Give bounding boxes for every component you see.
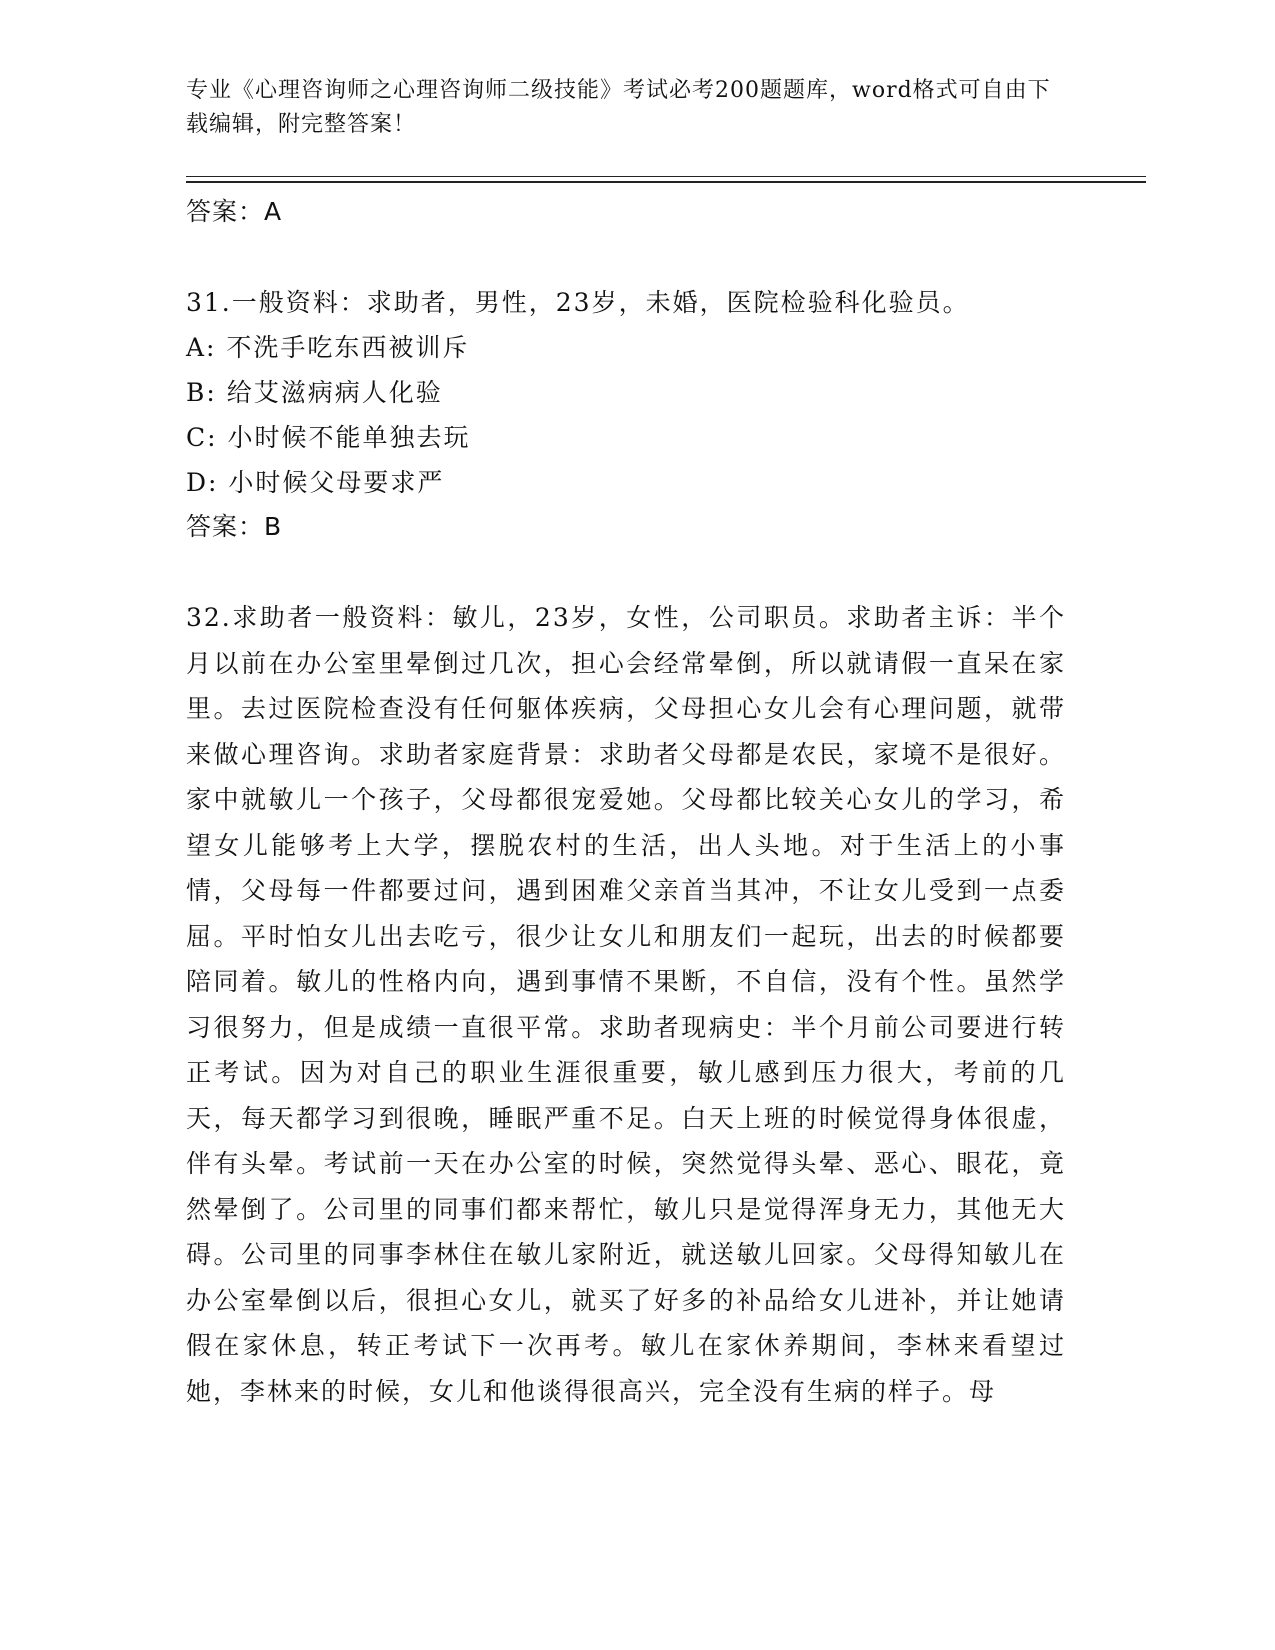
option-d: D: 小时候父母要求严 [186,468,445,497]
page-header [186,74,1066,142]
question-32 [186,595,1066,1414]
question-31-title: 31.一般资料：求助者，男性，23岁，未婚，医院检验科化验员。 [186,288,970,317]
question-31 [186,280,1066,549]
previous-answer: 答案：A [186,197,283,226]
header-rule-thick [186,181,1146,183]
question-31-answer: 答案：B [186,512,283,541]
spacer [186,234,1066,280]
option-c: C: 小时候不能单独去玩 [186,423,471,452]
spacer [186,549,1066,595]
option-b: B: 给艾滋病病人化验 [186,378,443,407]
question-32-text: 32.求助者一般资料：敏儿，23岁，女性，公司职员。求助者主诉：半个月以前在办公室里晕倒过几次，担心会经常晕倒，所以就请假一直呆在家里。去过医院检查没有任何躯体疾病，父母担心女儿会有心理问题，就带来做心理咨询。求助者家庭背景：求助者父母都是农民，家境不是很好。家中就敏儿一个孩子，父母都很宠爱她。父母都比较关心女儿的学习，希望女儿能够考上大学，摆脱农村的生活，出人头地。对于生活上的小事情，父母每一件都要过问，遇到困难父亲首当其冲，不让女儿受到一点委屈。平时怕女儿出去吃亏，很少让女儿和朋友们一起玩，出去的时候都要陪同着。敏儿的性格内向，遇到事情不果断，不自信，没有个性。虽然学习很努力，但是成绩一直很平常。求助者现病史：半个月前公司要进行转正考试。因为对自己的职业生涯很重要，敏儿感到压力很大，考前的几天，每天都学习到很晚，睡眠严重不足。白天上班的时候觉得身体很虚，伴有头晕。考试前一天在办公室的时候，突然觉得头晕、恶心、眼花，竟然晕倒了。公司里的同事们都来帮忙，敏儿只是觉得浑身无力，其他无大碍。公司里的同事李林住在敏儿家附近，就送敏儿回家。父母得知敏儿在办公室晕倒以后，很担心女儿，就买了好多的补品给女儿进补，并让她请假在家休息，转正考试下一次再考。敏儿在家休养期间，李林来看望过她，李林来的时候，女儿和他谈得很高兴，完全没有生病的样子。母 [186,603,1066,1406]
option-a: A: 不洗手吃东西被训斥 [186,333,470,362]
header-text: 专业《心理咨询师之心理咨询师二级技能》考试必考200题题库，word格式可自由下载编辑，附完整答案！ [186,78,1051,137]
header-rule-thin [186,176,1146,177]
document-body [186,190,1066,1414]
